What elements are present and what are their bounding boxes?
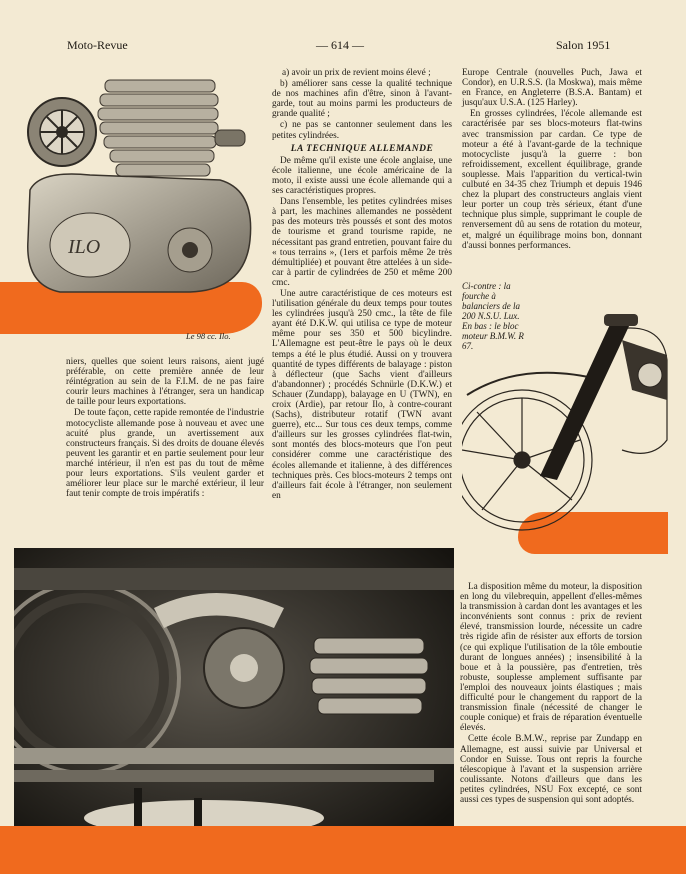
- page-header: [0, 38, 686, 56]
- paragraph: De toute façon, cette rapide remontée de l'industrie motocycliste allemande pose à nouveau et avec une acuité plus grande, un avertissement aux constructeurs français. Si des droits de douane élevés peuvent les garantir et en partie seulement pour leur marché intérieur, il n'en est pas du tout de même pour leurs exportations. S'ils veulent garder et améliorer leur place sur le marché extérieur, il leur faut tenir compte de trois impératifs :: [66, 408, 264, 500]
- article-column-right-top: [462, 68, 642, 252]
- paragraph: a) avoir un prix de revient moins élevé ;: [282, 68, 431, 78]
- fork-drawing: [462, 300, 672, 550]
- bmw-engine-photo: [14, 548, 454, 846]
- paragraph: Cette école B.M.W., reprise par Zundapp en Allemagne, est aussi suivie par Universal et Condor en Suisse. Tous ont repris la fourche télescopique à l'avant et la suspension arrière coulissante. Notons d'ailleurs que dans les petites cylindrées, NSU Fox excepté, ce sont aussi ces types de suspension qui sont adoptés.: [460, 734, 642, 805]
- paragraph: Dans l'ensemble, les petites cylindrées mises à part, les machines allemandes ne possèdent pas des moteurs très poussés et sont des motos de tourisme et grand tourisme rapide, ne nécessitant pas grand entretien, pouvant faire du « tous terrains », (1ers et parfois même 2e très démultipliée) et pouvant être attelées à un side-car à partir de cylindrées de 250 et même 200 cmc.: [272, 197, 452, 288]
- paragraph: b) améliorer sans cesse la qualité technique de nos machines afin d'être, sinon à l'avant-garde, tout au moins parmi les producteurs de grande qualité ;: [272, 79, 452, 120]
- engine-caption: Le 98 cc. Ilo.: [186, 331, 231, 341]
- paragraph: En grosses cylindrées, l'école allemande est caractérisée par ses blocs-moteurs flat-twins avec transmission par cardan. Ce type de moteur a été à l'avant-garde de la technique motocycliste jusqu'à la guerre : bon refroidissement, excellent équilibrage, grande souplesse. Mais l'apparition du vertical-twin culbuté en 34-35 chez Triumph et depuis 1946 chez la plupart des constructeurs anglais vient leur porter un coup très sérieux, étant d'une technique plus simple, supprimant le couple de renversement dû au sens de rotation du moteur, et, malgré un équilibrage moins bon, donnant d'aussi bonnes performances.: [462, 109, 642, 251]
- article-column-middle: [272, 68, 452, 502]
- fork-caption: Ci-contre : la fourche à balanciers de la 200 N.S.U. Lux. En bas : le bloc moteur B.M.W. R 67.: [462, 281, 524, 351]
- orange-bottom-band: [0, 826, 686, 874]
- section-heading: LA TECHNIQUE ALLEMANDE: [290, 143, 434, 154]
- paragraph: Europe Centrale (nouvelles Puch, Jawa et Condor), en U.R.S.S. (la Moskwa), mais même en France, en Angleterre (B.S.A. Bantam) et jusqu'aux U.S.A. (125 Harley).: [462, 68, 642, 109]
- paragraph: niers, quelles que soient leurs raisons, aient jugé préférable, on cette première année de leur réintégration au sein de la F.I.M. de ne pas faire courir leurs machines à l'étranger, sera un handicap de taille pour leurs exportations.: [66, 357, 264, 408]
- paragraph: Une autre caractéristique de ces moteurs est l'utilisation générale du deux temps pour toutes les cylindrées jusqu'à 250 cmc., la tête de file ayant été D.K.W. qui utilisa ce type de moteur même pour ses 350 et 500 bicylindre. L'Allemagne est peut-être le pays où le deux temps a été le plus étudié. Aussi on y trouvera quantité de types différents de balayage : piston à déflecteur (que Sachs vient d'ailleurs d'abandonner) ; procédés Schnürle (D.K.W.) et Schauer (Zundapp), balayage en U (TWN), en croix (Ardie), par retour Ilo, à contre-courant (Sachs), distributeur rotatif (TWN avant guerre), etc... Sur tous ces deux temps, comme d'ailleurs sur les grosses cylindrées flat-twin, sont montés des blocs-moteurs que l'on peut considérer comme une caractéristique des écoles allemande et italienne, à des différences techniques près. Ces blocs-moteurs 2 temps ont d'ailleurs fait école à l'étranger, non seulement en: [272, 288, 452, 501]
- page-number: — 614 —: [316, 38, 364, 52]
- paragraph: De même qu'il existe une école anglaise, une école italienne, une école américaine de la moto, il existe aussi une école allemande qui a ses caractéristiques propres.: [272, 155, 452, 197]
- article-column-right-bottom: [460, 582, 642, 806]
- issue-title: Salon 1951: [556, 38, 611, 52]
- engine-photo: [20, 70, 260, 302]
- ilo-logo: ILO: [68, 236, 101, 258]
- paragraph: c) ne pas se cantonner seulement dans les petites cylindrées.: [272, 120, 452, 141]
- magazine-name: Moto-Revue: [67, 38, 128, 52]
- article-column-left: [66, 357, 264, 500]
- paragraph: La disposition même du moteur, la disposition en long du vilebrequin, appellent d'elles-mêmes la transmission à cardan dont les avantages et les inconvénients sont connus : prix de revient élevé, transmission lourde, nécessite un cadre très rigide afin de résister aux efforts de torsion (ce qui explique l'utilisation de la tôle emboutie durant de longues années) ; insensibilité à la boue et à la poussière, pas d'entretien, très robuste, souplesse amplement suffisante par l'emploi des nouveaux joints élastiques ; mais difficulté pour le changement du rapport de la transmission finale (nécessité de changer le couple conique) et frais de réparation éventuelle élevés.: [460, 582, 642, 734]
